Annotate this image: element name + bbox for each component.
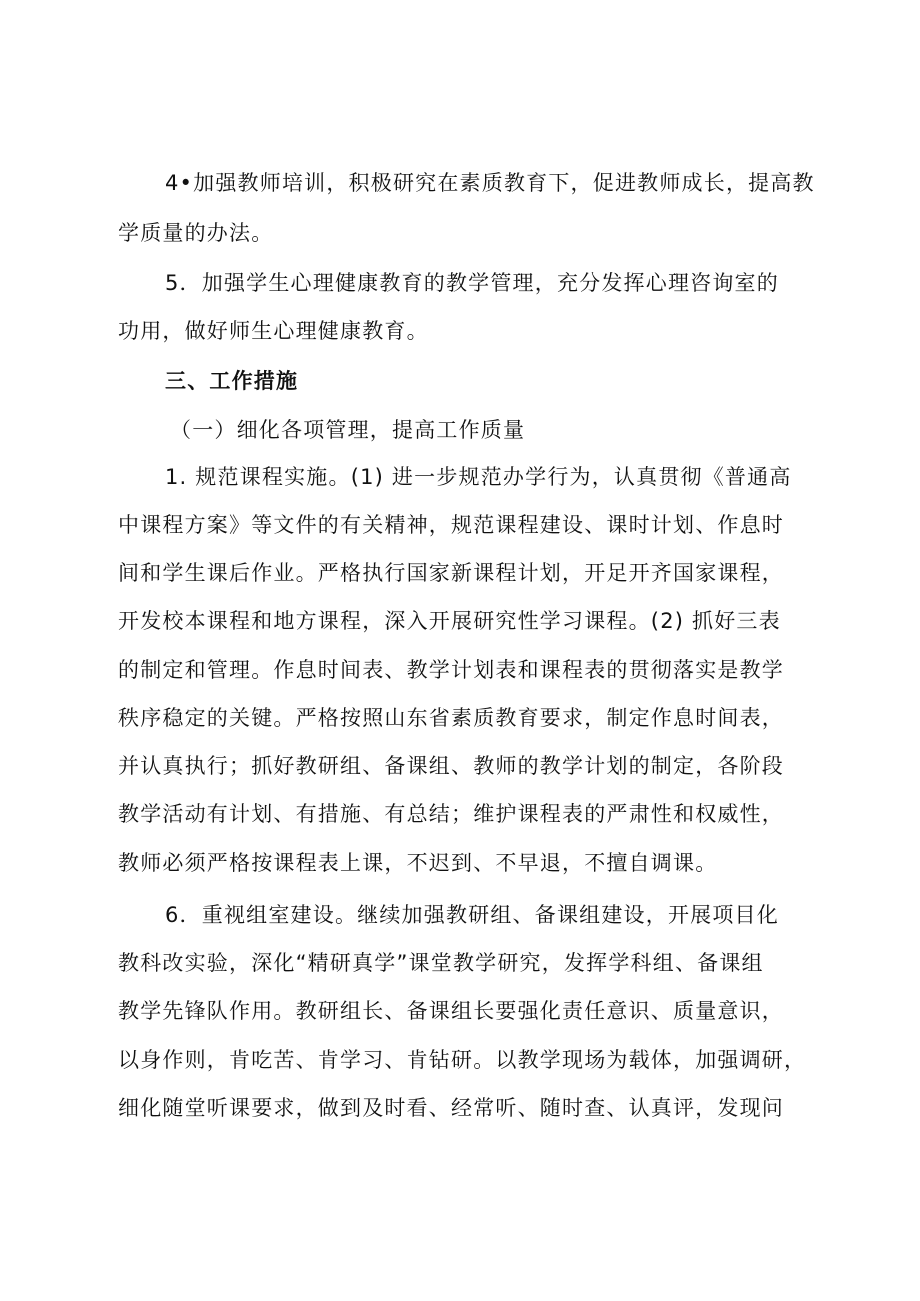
paragraph-1-line-9: 教师必须严格按课程表上课，不迟到、不早退，不擅自调课。 <box>118 851 718 875</box>
paragraph-6-line-3: 教学先锋队作用。教研组长、备课组长要强化责任意识、质量意识， <box>118 999 784 1023</box>
paragraph-6-line-1: 6．重视组室建设。继续加强教研组、备课组建设，开展项目化 <box>165 903 779 927</box>
subsection-heading: （一）细化各项管理，提高工作质量 <box>170 418 526 442</box>
paragraph-1-line-5: 的制定和管理。作息时间表、教学计划表和课程表的贯彻落实是教学 <box>118 658 784 682</box>
paragraph-6-line-4: 以身作则，肯吃苦、肯学习、肯钻研。以教学现场为载体，加强调研， <box>118 1048 807 1072</box>
paragraph-1-line-1: 1. 规范课程实施。(1) 进一步规范办学行为，认真贯彻《普通高 <box>165 465 792 489</box>
paragraph-1-line-6: 秩序稳定的关键。严格按照山东省素质教育要求，制定作息时间表， <box>118 706 784 730</box>
paragraph-6-line-2: 教科改实验，深化“精研真学”课堂教学研究，发挥学科组、备课组 <box>118 951 764 975</box>
paragraph-4-line-2: 学质量的办法。 <box>118 221 274 245</box>
paragraph-5-line-2: 功用，做好师生心理健康教育。 <box>118 319 429 343</box>
paragraph-1-line-4: 开发校本课程和地方课程，深入开展研究性学习课程。(2) 抓好三表 <box>118 609 781 633</box>
paragraph-1-line-3: 间和学生课后作业。严格执行国家新课程计划，开足开齐国家课程， <box>118 561 784 585</box>
paragraph-1-line-7: 并认真执行；抓好教研组、备课组、教师的教学计划的制定，各阶段 <box>118 754 784 778</box>
paragraph-1-line-8: 教学活动有计划、有措施、有总结；维护课程表的严肃性和权威性， <box>118 802 784 826</box>
paragraph-5-line-1: 5．加强学生心理健康教育的教学管理，充分发挥心理咨询室的 <box>165 271 779 295</box>
paragraph-4-line-1: 4•加强教师培训，积极研究在素质教育下，促进教师成长，提高教 <box>165 171 815 195</box>
section-heading: 三、工作措施 <box>165 369 299 393</box>
paragraph-6-line-5: 细化随堂听课要求，做到及时看、经常听、随时查、认真评，发现问 <box>118 1096 784 1120</box>
paragraph-1-line-2: 中课程方案》等文件的有关精神，规范课程建设、课时计划、作息时 <box>118 513 784 537</box>
